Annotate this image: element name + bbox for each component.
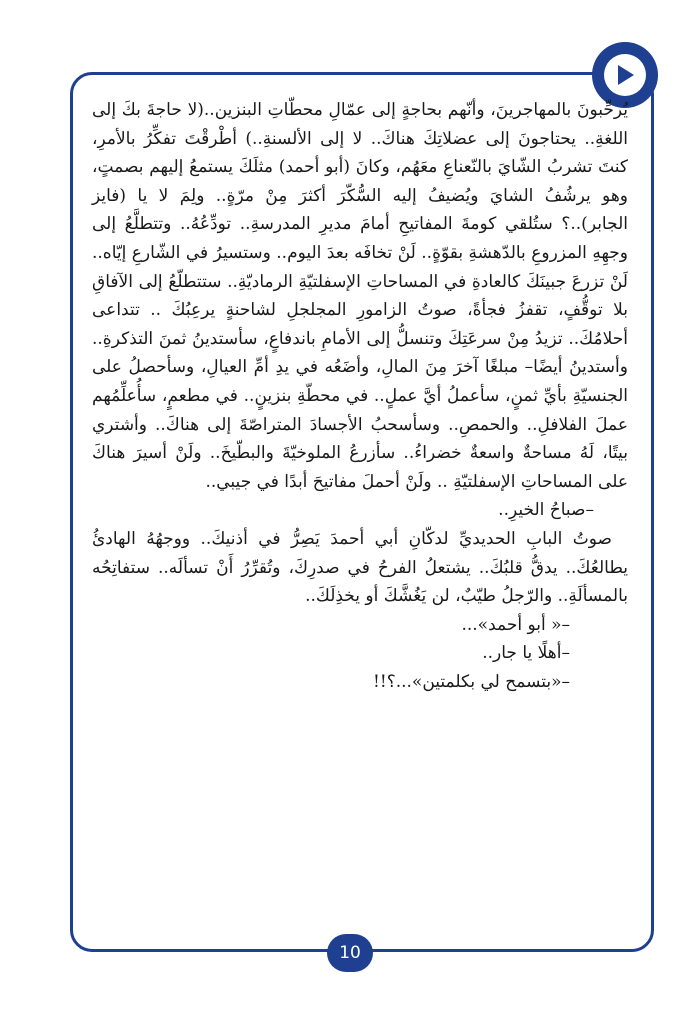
play-icon: [614, 63, 636, 87]
play-button-inner: [604, 54, 646, 96]
dialog-line-3: –«بتسمح لي بكلمتين»...؟!!: [373, 671, 570, 692]
paragraph-1: يُرحِّبونَ بالمهاجرينَ، وأنّهم بحاجةٍ إلى عمّالِ محطّاتِ البنزين..(لا حاجةَ بكَ إلى اللغةِ.. يحتاجونَ إلى عضلاتِكَ هناكَ.. لا إلى الألسنةِ..) أطْرقْتَ تفكِّرُ بالأمرِ، كنتَ تشربُ الشّايَ بالنّعناعِ معَهُم، وكانَ (أبو أحمد) مثلَكَ يستمعُ إليهم بصمتٍ، وهو يرشُفُ الشايَ ويُضيفُ إليه السُّكّرَ أكثرَ مِنْ مرّةٍ.. ولِمَ لا يا (فايز الجابر)..؟ ستُلقي كومةَ المفاتيحِ أمامَ مديرِ المدرسةِ.. تودِّعُهُ.. وتتطلَّعُ إلى وجهِهِ المزروعِ بالدّهشةِ بقوّةٍ.. لَنْ تخافَه بعدَ اليوم.. وستسيرُ في الشّارعِ إيّاه.. لَنْ تزرعَ جبينَكَ كالعادةِ في المساحاتِ الإسفلتيّةِ الرماديّةِ.. ستتطلّعُ إلى الآفاقِ بلا توقُّفٍ، تقفزُ فجأةً، صوتُ الزامورِ المجلجلِ لشاحنةٍ يرعِبُكَ .. تتداعى أحلامُكَ.. تزيدُ مِنْ سرعَتِكَ وتنسلُّ إلى الأمامِ باندفاعٍ، سأستدينُ ثمنَ التذكرةِ.. وأستدينُ أيضًا– مبلغًا آخرَ مِنَ المالِ، وأضَعُه في يدِ أمِّ العيالِ، وسأحصلُ على الجنسيّةِ بأيِّ ثمنٍ، سأعملُ أيَّ عملٍ.. في محطّةِ بنزينٍ.. في مطعمٍ، سأُعلِّمُهم عملَ الفلافلِ.. والحمصِ.. وسأسحبُ الأجسادَ المتراصّةَ إلى هناكَ.. وأشتري بيتًا، لَهُ مساحةٌ واسعةٌ خضراءُ.. سأزرعُ الملوخيّةَ والبطّيخَ.. ولَنْ أسيرَ هناكَ على المساحاتِ الإسفلتيّةِ .. ولَنْ أحملَ مفاتيحَ أبدًا في جيبي..: [92, 100, 628, 492]
dialog-line-2: –أهلًا يا جار..: [482, 643, 570, 664]
story-text: [92, 96, 628, 696]
page-number: 10: [339, 943, 361, 963]
dialog-line-1: –« أبو أحمد»...: [461, 614, 570, 635]
paragraph-2: صوتُ البابِ الحديديِّ لدكّانِ أبي أحمدَ يَصِرُّ في أذنيكَ.. ووجهُهُ الهادئُ يطالعُكَ.. يدقُّ قلبُكَ.. يشتعلُ الفرحُ في صدرِكَ، وتُقرِّرُ أَنْ تسألَه.. ستفاتِحُه بالمسألَةِ.. والرّجلُ طيّبٌ، لن يَغُشَّكَ أو يخذِلَكَ..: [92, 528, 628, 607]
page-number-badge: [327, 934, 373, 972]
greeting-line: –صباحُ الخيرِ..: [498, 500, 594, 521]
